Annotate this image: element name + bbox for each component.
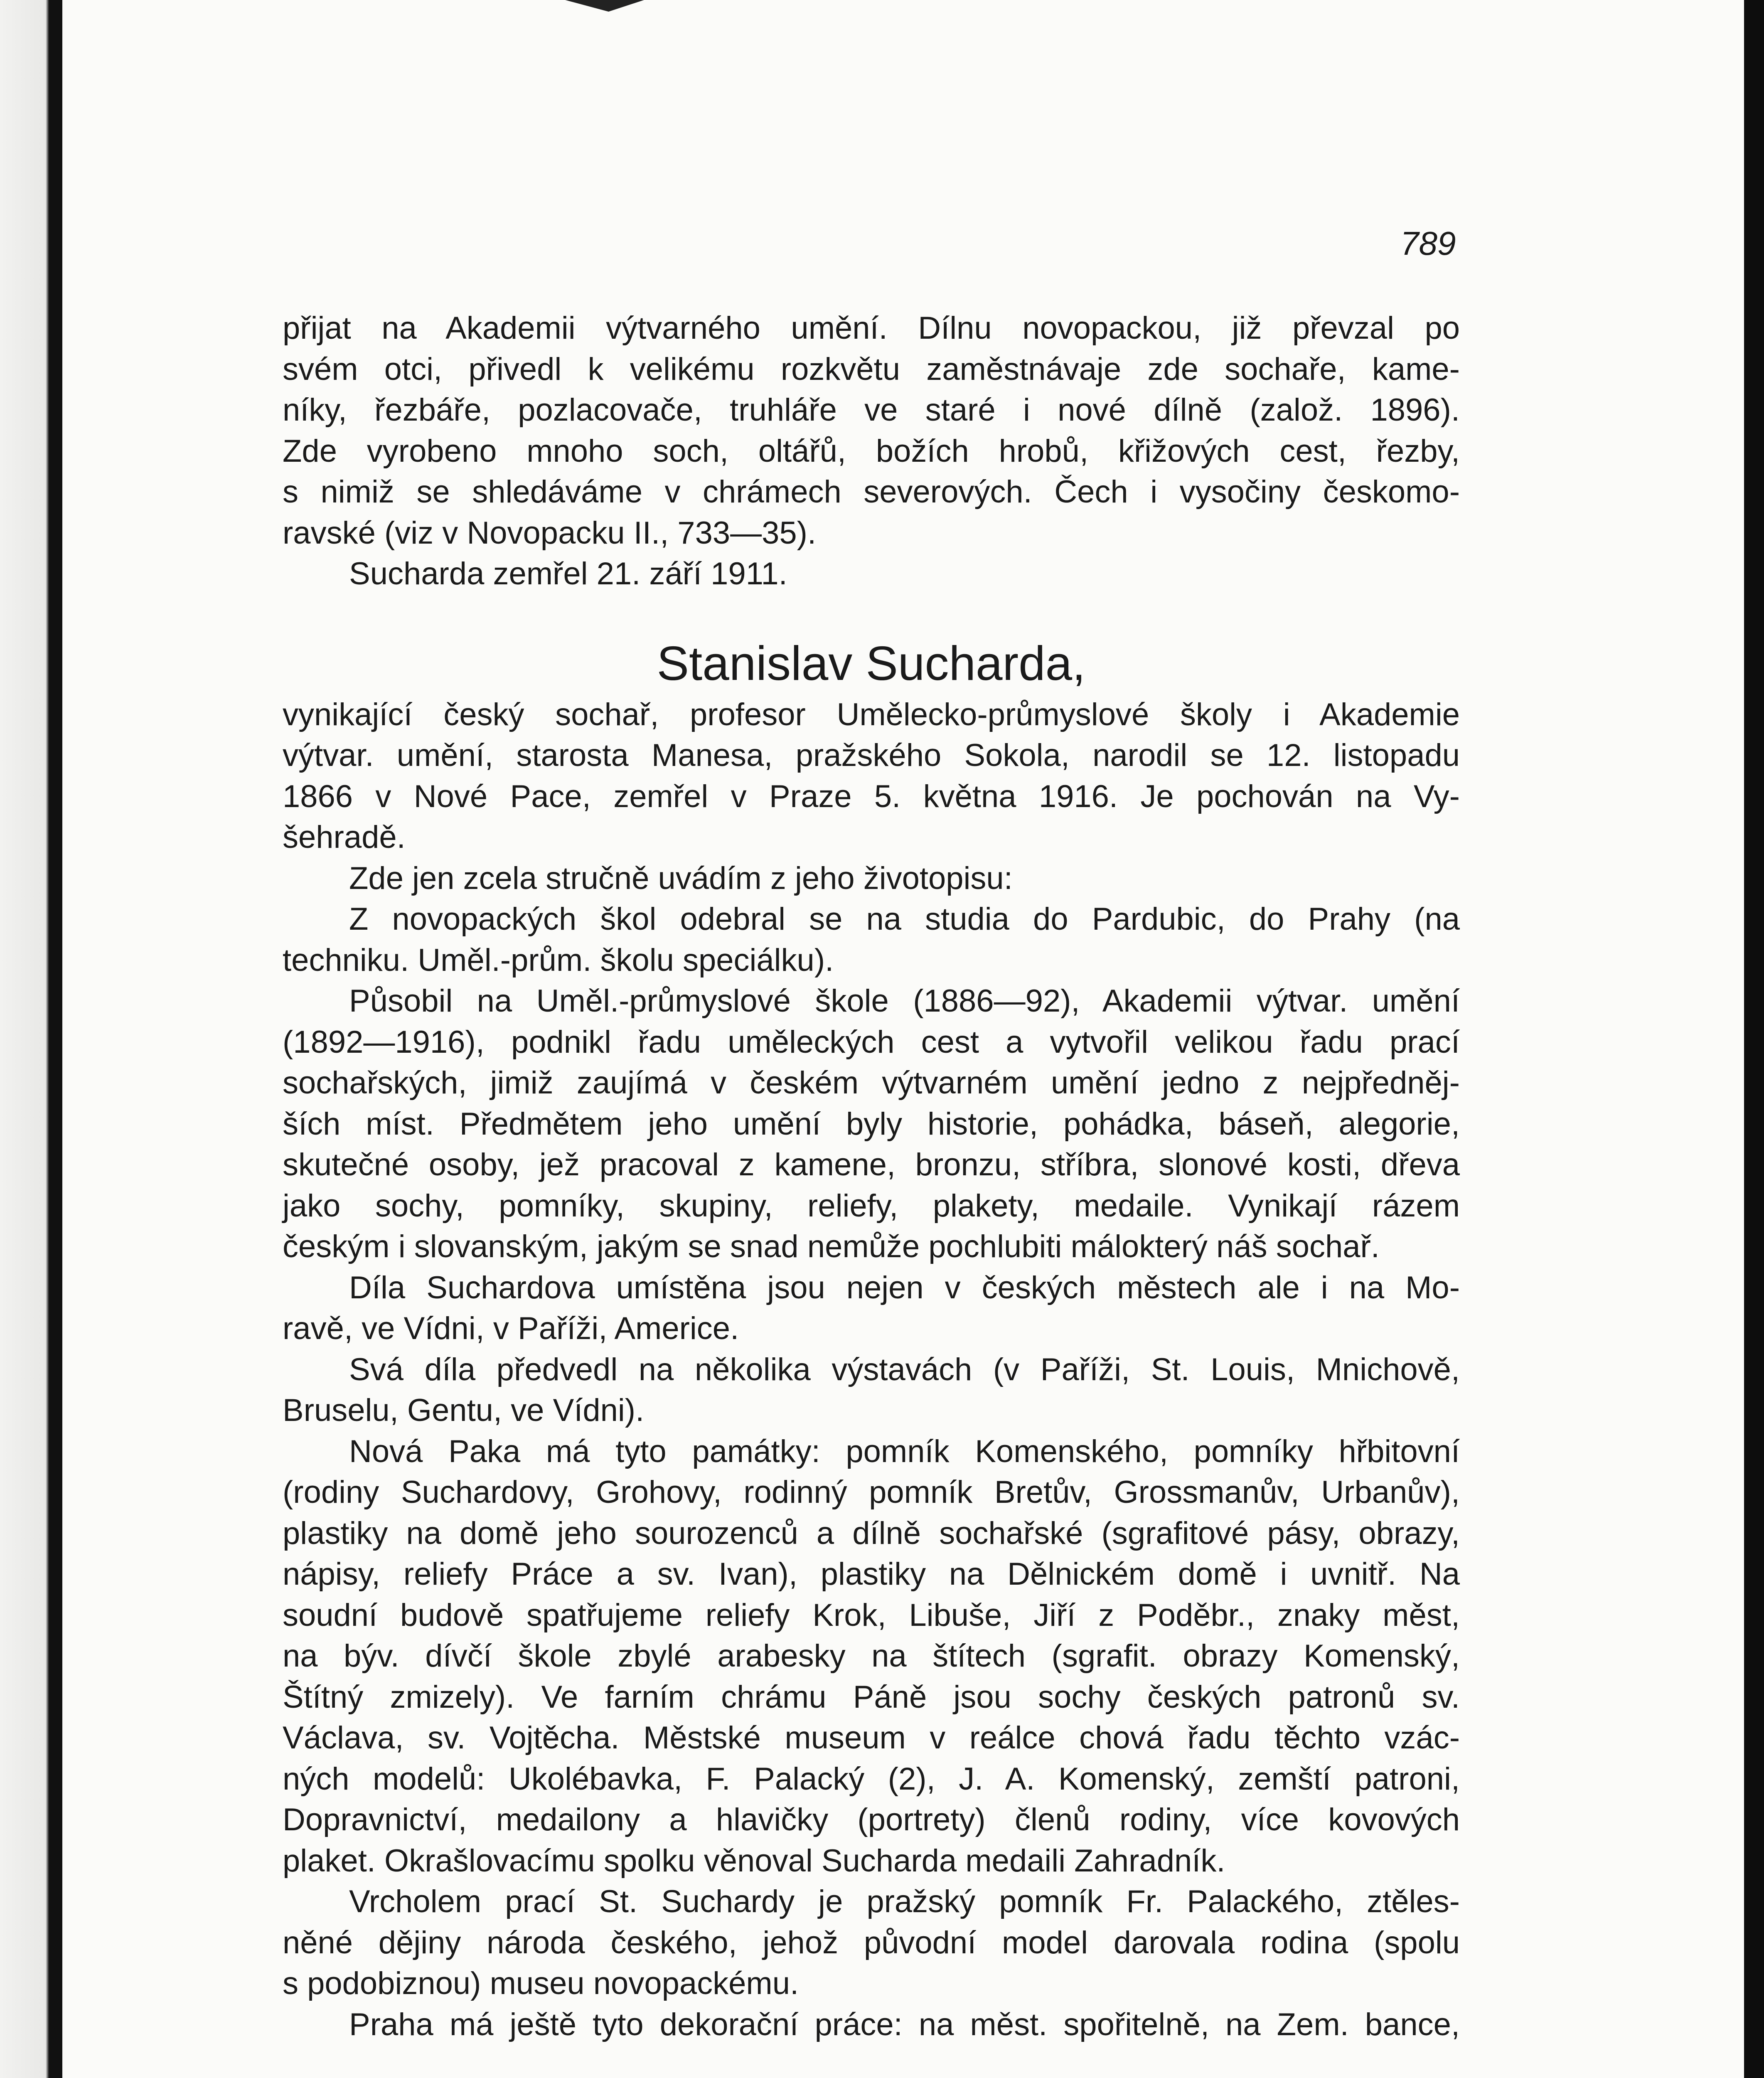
text-line: Dopravnictví, medailony a hlavičky (portrety) členů rodiny, více kovových: [283, 1802, 1460, 1837]
text-line: ravské (viz v Novopacku II., 733—35).: [283, 515, 817, 551]
text-block-after-heading: [283, 694, 1460, 2046]
text-line: ravě, ve Vídni, v Paříži, Americe.: [283, 1311, 739, 1346]
scan-top-mark: [565, 0, 644, 12]
text-line: šehradě.: [283, 820, 406, 855]
text-line: Svá díla předvedl na několika výstavách (v Paříži, St. Louis, Mnichově,: [349, 1352, 1460, 1387]
text-line: Štítný zmizely). Ve farním chrámu Páně jsou sochy českých patronů sv.: [283, 1679, 1460, 1715]
text-block-before-heading: [283, 308, 1460, 595]
text-line: Vrcholem prací St. Suchardy je pražský pomník Fr. Palackého, ztěles-: [349, 1884, 1460, 1919]
scan-right-edge: [1744, 0, 1764, 2078]
text-line: Z novopackých škol odebral se na studia do Pardubic, do Prahy (na: [349, 901, 1460, 937]
text-line: Působil na Uměl.-průmyslové škole (1886—92), Akademii výtvar. umění: [349, 983, 1460, 1019]
text-line: Díla Suchardova umístěna jsou nejen v českých městech ale i na Mo-: [349, 1270, 1460, 1305]
text-line: Václava, sv. Vojtěcha. Městské museum v reálce chová řadu těchto vzác-: [283, 1720, 1460, 1755]
page-number: 789: [1400, 225, 1456, 262]
text-line: svém otci, přivedl k velikému rozkvětu zaměstnávaje zde sochaře, kame-: [283, 351, 1460, 387]
text-line: (1892—1916), podnikl řadu uměleckých cest a vytvořil velikou řadu prací: [283, 1024, 1460, 1060]
text-line: plaket. Okrašlovacímu spolku věnoval Sucharda medaili Zahradník.: [283, 1843, 1225, 1879]
text-line: s nimiž se shledáváme v chrámech severových. Čech i vysočiny českomo-: [283, 474, 1460, 510]
text-line: českým i slovanským, jakým se snad nemůže pochlubiti málokterý náš sochař.: [283, 1229, 1380, 1264]
text-line: Zde jen zcela stručně uvádím z jeho životopisu:: [349, 860, 1013, 896]
text-line: výtvar. umění, starosta Manesa, pražského Sokola, narodil se 12. listopadu: [283, 738, 1460, 773]
text-line: jako sochy, pomníky, skupiny, reliefy, plakety, medaile. Vynikají rázem: [283, 1188, 1460, 1224]
text-line: ných modelů: Ukolébavka, F. Palacký (2), J. A. Komenský, zemští patroni,: [283, 1761, 1460, 1797]
text-line: skutečné osoby, jež pracoval z kamene, bronzu, stříbra, slonové kosti, dřeva: [283, 1147, 1460, 1182]
scan-left-edge: [0, 0, 62, 2078]
text-line: s podobiznou) museu novopackému.: [283, 1966, 799, 2001]
text-line: na býv. dívčí škole zbylé arabesky na štítech (sgrafit. obrazy Komenský,: [283, 1638, 1460, 1674]
text-line: ších míst. Předmětem jeho umění byly historie, pohádka, báseň, alegorie,: [283, 1106, 1460, 1142]
text-line: něné dějiny národa českého, jehož původní model darovala rodina (spolu: [283, 1925, 1460, 1960]
text-line: sochařských, jimiž zaujímá v českém výtvarném umění jedno z nejpředněj-: [283, 1065, 1460, 1101]
text-line: (rodiny Suchardovy, Grohovy, rodinný pomník Bretův, Grossmanův, Urbanův),: [283, 1475, 1460, 1510]
text-line: Praha má ještě tyto dekorační práce: na měst. spořitelně, na Zem. bance,: [349, 2007, 1460, 2042]
section-heading: Stanislav Sucharda,: [657, 636, 1086, 690]
text-line: Nová Paka má tyto památky: pomník Komenského, pomníky hřbitovní: [349, 1433, 1460, 1469]
text-line: vynikající český sochař, profesor Umělecko-průmyslové školy i Akademie: [283, 697, 1460, 732]
text-line: techniku. Uměl.-prům. školu speciálku).: [283, 942, 834, 978]
text-line: 1866 v Nové Pace, zemřel v Praze 5. května 1916. Je pochován na Vy-: [283, 778, 1460, 814]
text-line: níky, řezbáře, pozlacovače, truhláře ve staré i nové dílně (založ. 1896).: [283, 392, 1460, 428]
page-body: [283, 308, 1460, 2045]
text-line: Bruselu, Gentu, ve Vídni).: [283, 1393, 645, 1428]
text-line: Zde vyrobeno mnoho soch, oltářů, božích hrobů, křižových cest, řezby,: [283, 433, 1460, 469]
text-line: Sucharda zemřel 21. září 1911.: [349, 556, 787, 591]
text-line: plastiky na domě jeho sourozenců a dílně sochařské (sgrafitové pásy, obrazy,: [283, 1515, 1460, 1551]
text-line: nápisy, reliefy Práce a sv. Ivan), plastiky na Dělnickém domě i uvnitř. Na: [283, 1556, 1460, 1592]
text-line: přijat na Akademii výtvarného umění. Dílnu novopackou, již převzal po: [283, 310, 1460, 346]
text-line: soudní budově spatřujeme reliefy Krok, Libuše, Jiří z Poděbr., znaky měst,: [283, 1597, 1460, 1633]
